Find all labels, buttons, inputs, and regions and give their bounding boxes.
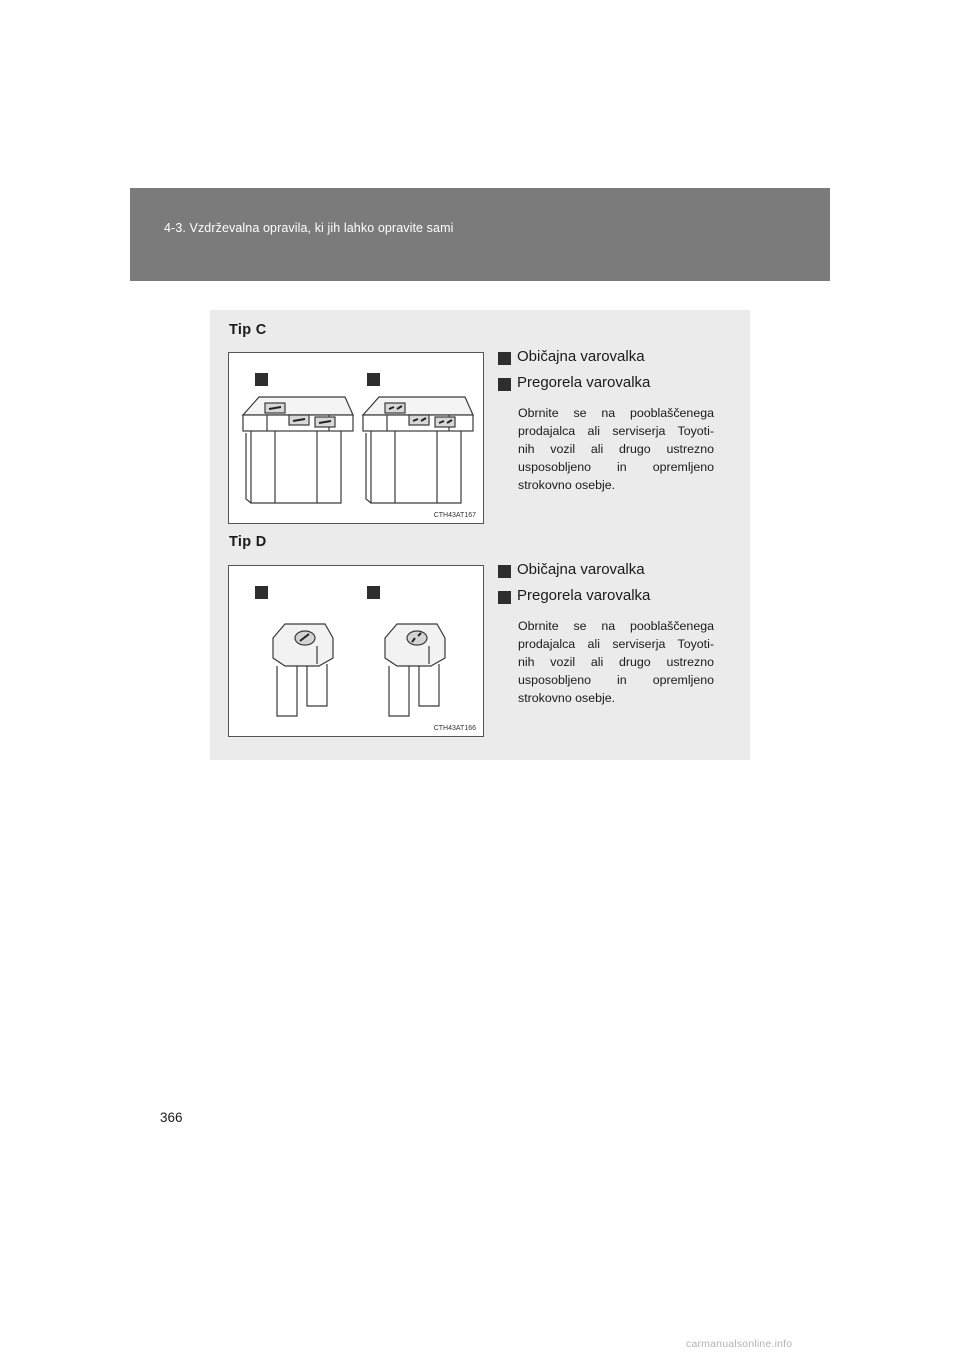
text-line: prodajalca ali serviserja Toyoti-: [518, 637, 714, 651]
callout-2-badge: [367, 373, 380, 386]
fuse-types-panel: [210, 310, 750, 760]
legend-label: Pregorela varovalka: [517, 374, 651, 391]
text-line: usposobljeno in opremljeno: [518, 460, 714, 474]
text-line: prodajalca ali serviserja Toyoti-: [518, 424, 714, 438]
callout-2-badge: [367, 586, 380, 599]
dealer-advice-text: [518, 617, 714, 707]
legend-item-normal-fuse: [498, 561, 738, 583]
callout-1-badge: [255, 586, 268, 599]
number-2-badge: [498, 591, 511, 604]
figure-tip-d-fuses: [228, 565, 484, 737]
legend-item-normal-fuse: [498, 348, 738, 370]
text-line: Obrnite se na pooblaščenega: [518, 619, 714, 633]
number-1-badge: [498, 352, 511, 365]
figure-tip-c-fuses: [228, 352, 484, 524]
legend-item-blown-fuse: [498, 374, 738, 396]
number-1-badge: [498, 565, 511, 578]
section-title-tip-c: Tip C: [229, 322, 267, 338]
callout-1-badge: [255, 373, 268, 386]
watermark: carmanualsonline.info: [686, 1338, 793, 1350]
normal-mini-fuse: [273, 624, 333, 716]
text-line: nih vozil ali drugo ustrezno: [518, 655, 714, 669]
text-line: strokovno osebje.: [518, 478, 616, 492]
dealer-advice-text: [518, 404, 714, 494]
page-number: 366: [160, 1110, 183, 1125]
number-2-badge: [498, 378, 511, 391]
text-line: usposobljeno in opremljeno: [518, 673, 714, 687]
chapter-header-bar: [130, 188, 830, 281]
normal-cartridge-fuse: [243, 397, 353, 503]
figure-code: CTH43AT166: [433, 725, 476, 732]
text-line: nih vozil ali drugo ustrezno: [518, 442, 714, 456]
legend-label: Običajna varovalka: [517, 348, 645, 365]
figure-code: CTH43AT167: [433, 512, 476, 519]
blown-cartridge-fuse: [363, 397, 473, 503]
legend-label: Običajna varovalka: [517, 561, 645, 578]
text-line: Obrnite se na pooblaščenega: [518, 406, 714, 420]
chapter-title: 4-3. Vzdrževalna opravila, ki jih lahko opravite sami: [164, 221, 454, 235]
blown-mini-fuse: [385, 624, 445, 716]
text-line: strokovno osebje.: [518, 691, 616, 705]
legend-label: Pregorela varovalka: [517, 587, 651, 604]
section-title-tip-d: Tip D: [229, 534, 267, 550]
legend-item-blown-fuse: [498, 587, 738, 609]
